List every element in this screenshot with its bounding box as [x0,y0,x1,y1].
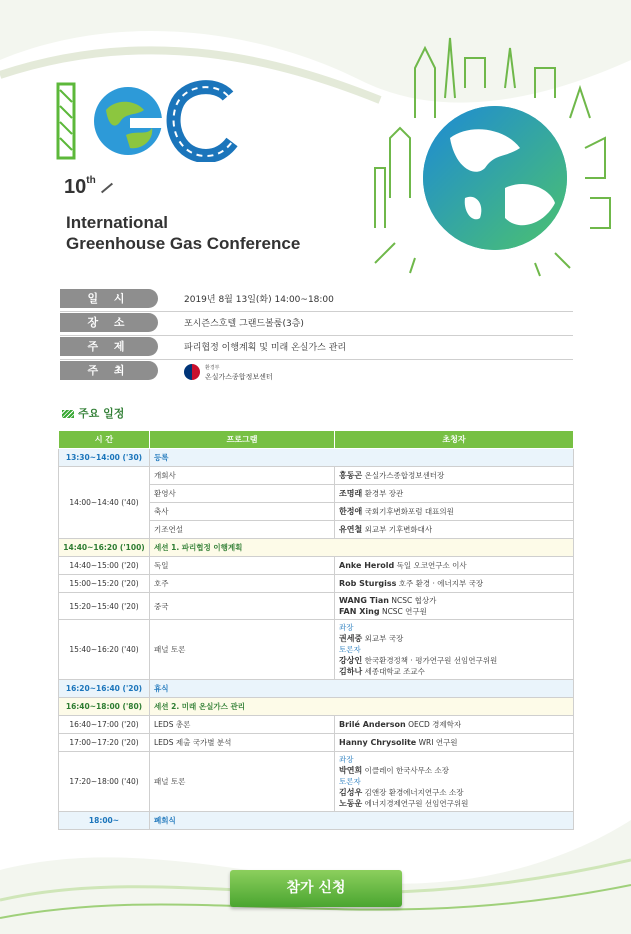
igc-logo [56,80,246,162]
guest-cell [335,752,574,812]
host-name: 온실가스종합정보센터 [205,373,273,381]
info-value: 파리협정 이행계획 및 미래 온실가스 관리 [184,343,347,353]
program-cell: LEDS 제출 국가별 분석 [150,734,335,752]
info-row-venue [60,313,573,336]
time-cell: 17:20~18:00 ('40) [59,752,150,812]
break-row [59,680,574,698]
apply-button[interactable]: 참가 신청 [230,870,402,907]
program-cell: LEDS 총론 [150,716,335,734]
guest-cell [335,503,574,521]
column-header-guest: 초청자 [335,431,574,449]
chair-label: 좌장 [339,755,354,764]
table-row [59,557,574,575]
info-label: 장 소 [60,313,158,332]
session-row [59,539,574,557]
info-row-theme [60,337,573,360]
edition-number [64,176,114,199]
guest-name: 홍동곤 [339,471,363,480]
time-cell: 15:40~16:20 ('40) [59,620,150,680]
event-info [60,289,573,386]
session-row [59,698,574,716]
program-cell: 호주 [150,575,335,593]
table-row [59,467,574,485]
program-cell: 휴식 [150,680,574,698]
guest-name: 권세중 [339,634,363,643]
slash-decoration [101,182,113,193]
conference-title-line2: Greenhouse Gas Conference [66,234,301,253]
chair-label: 좌장 [339,623,354,632]
guest-name: Brilé Anderson [339,720,406,729]
column-header-program: 프로그램 [150,431,335,449]
guest-cell [335,557,574,575]
guest-role: 독일 오코연구소 이사 [396,561,467,570]
guest-cell [335,575,574,593]
schedule-title [62,405,124,421]
table-row [59,449,574,467]
program-cell: 폐회식 [150,812,574,830]
edition-number-value: 10 [64,176,87,198]
guest-role: 외교부 국장 [364,634,404,643]
guest-role: 외교부 기후변화대사 [364,525,433,534]
guest-role: 세종대학교 조교수 [364,667,425,676]
guest-name: FAN Xing [339,607,380,616]
host-ministry: 환경부 [205,365,220,371]
time-cell: 14:40~15:00 ('20) [59,557,150,575]
table-row [59,620,574,680]
guest-name: 조명래 [339,489,363,498]
time-cell: 15:20~15:40 ('20) [59,593,150,620]
time-cell: 13:30~14:00 ('30) [59,449,150,467]
info-row-host [60,361,573,385]
panel-label: 토론자 [339,777,361,786]
schedule-table [58,430,574,830]
guest-name: Anke Herold [339,561,395,570]
guest-role: WRI 연구원 [418,738,458,747]
program-cell: 중국 [150,593,335,620]
info-value: 포시즌스호텔 그랜드볼룸(3층) [184,319,304,329]
guest-name: 유연철 [339,525,363,534]
guest-name: Rob Sturgiss [339,579,397,588]
guest-role: 환경부 장관 [364,489,404,498]
guest-name: WANG Tian [339,596,389,605]
globe-skyline-illustration [355,28,620,278]
guest-cell [335,593,574,620]
time-cell: 15:00~15:20 ('20) [59,575,150,593]
guest-cell [335,716,574,734]
info-value: 2019년 8월 13일(화) 14:00~18:00 [184,295,334,305]
guest-role: OECD 경제학자 [408,720,462,729]
guest-name: 강상인 [339,656,363,665]
closing-row [59,812,574,830]
guest-cell [335,734,574,752]
info-row-date [60,289,573,312]
program-cell: 개회사 [150,467,335,485]
program-cell: 축사 [150,503,335,521]
taegeuk-emblem-icon [184,364,200,380]
guest-cell [335,467,574,485]
session-title: 세션 2. 미래 온실가스 관리 [150,698,574,716]
time-cell: 17:00~17:20 ('20) [59,734,150,752]
guest-name: Hanny Chrysolite [339,738,417,747]
time-cell: 16:40~17:00 ('20) [59,716,150,734]
guest-cell [335,485,574,503]
guest-name: 노동운 [339,799,363,808]
edition-suffix: th [86,175,96,187]
guest-cell [335,620,574,680]
table-row [59,752,574,812]
session-title: 세션 1. 파리협정 이행계획 [150,539,574,557]
program-cell: 패널 토론 [150,752,335,812]
program-cell: 환영사 [150,485,335,503]
time-cell: 16:20~16:40 ('20) [59,680,150,698]
time-cell: 18:00~ [59,812,150,830]
guest-role: 한국환경정책 · 평가연구원 선임연구위원 [364,656,498,665]
program-cell: 등록 [150,449,574,467]
guest-role: 에너지경제연구원 선임연구위원 [364,799,469,808]
table-row [59,716,574,734]
guest-role: NCSC 협상가 [391,596,437,605]
program-cell: 기조연설 [150,521,335,539]
table-row [59,734,574,752]
guest-name: 한정애 [339,507,363,516]
panel-label: 토론자 [339,645,361,654]
info-label: 일 시 [60,289,158,308]
program-cell: 패널 토론 [150,620,335,680]
table-header-row [59,431,574,449]
guest-name: 김성우 [339,788,363,797]
column-header-time: 시 간 [59,431,150,449]
guest-role: 온실가스종합정보센터장 [364,471,445,480]
program-cell: 독일 [150,557,335,575]
guest-role: 호주 환경 · 에너지부 국장 [398,579,484,588]
guest-role: 국회기후변화포럼 대표의원 [364,507,454,516]
guest-role: NCSC 연구원 [381,607,427,616]
stripe-bullet-icon [62,410,74,418]
info-label: 주 제 [60,337,158,356]
time-cell: 14:00~14:40 ('40) [59,467,150,539]
info-label: 주 최 [60,361,158,380]
guest-role: 김앤장 환경에너지연구소 소장 [364,788,464,797]
guest-cell [335,521,574,539]
schedule-title-text: 주요 일정 [78,407,125,420]
table-row [59,575,574,593]
guest-role: 이클레이 한국사무소 소장 [364,766,450,775]
guest-name: 박연희 [339,766,363,775]
guest-name: 김하나 [339,667,363,676]
time-cell: 14:40~16:20 ('100) [59,539,150,557]
table-row [59,593,574,620]
conference-title [66,212,300,254]
conference-title-line1: International [66,213,169,232]
time-cell: 16:40~18:00 ('80) [59,698,150,716]
